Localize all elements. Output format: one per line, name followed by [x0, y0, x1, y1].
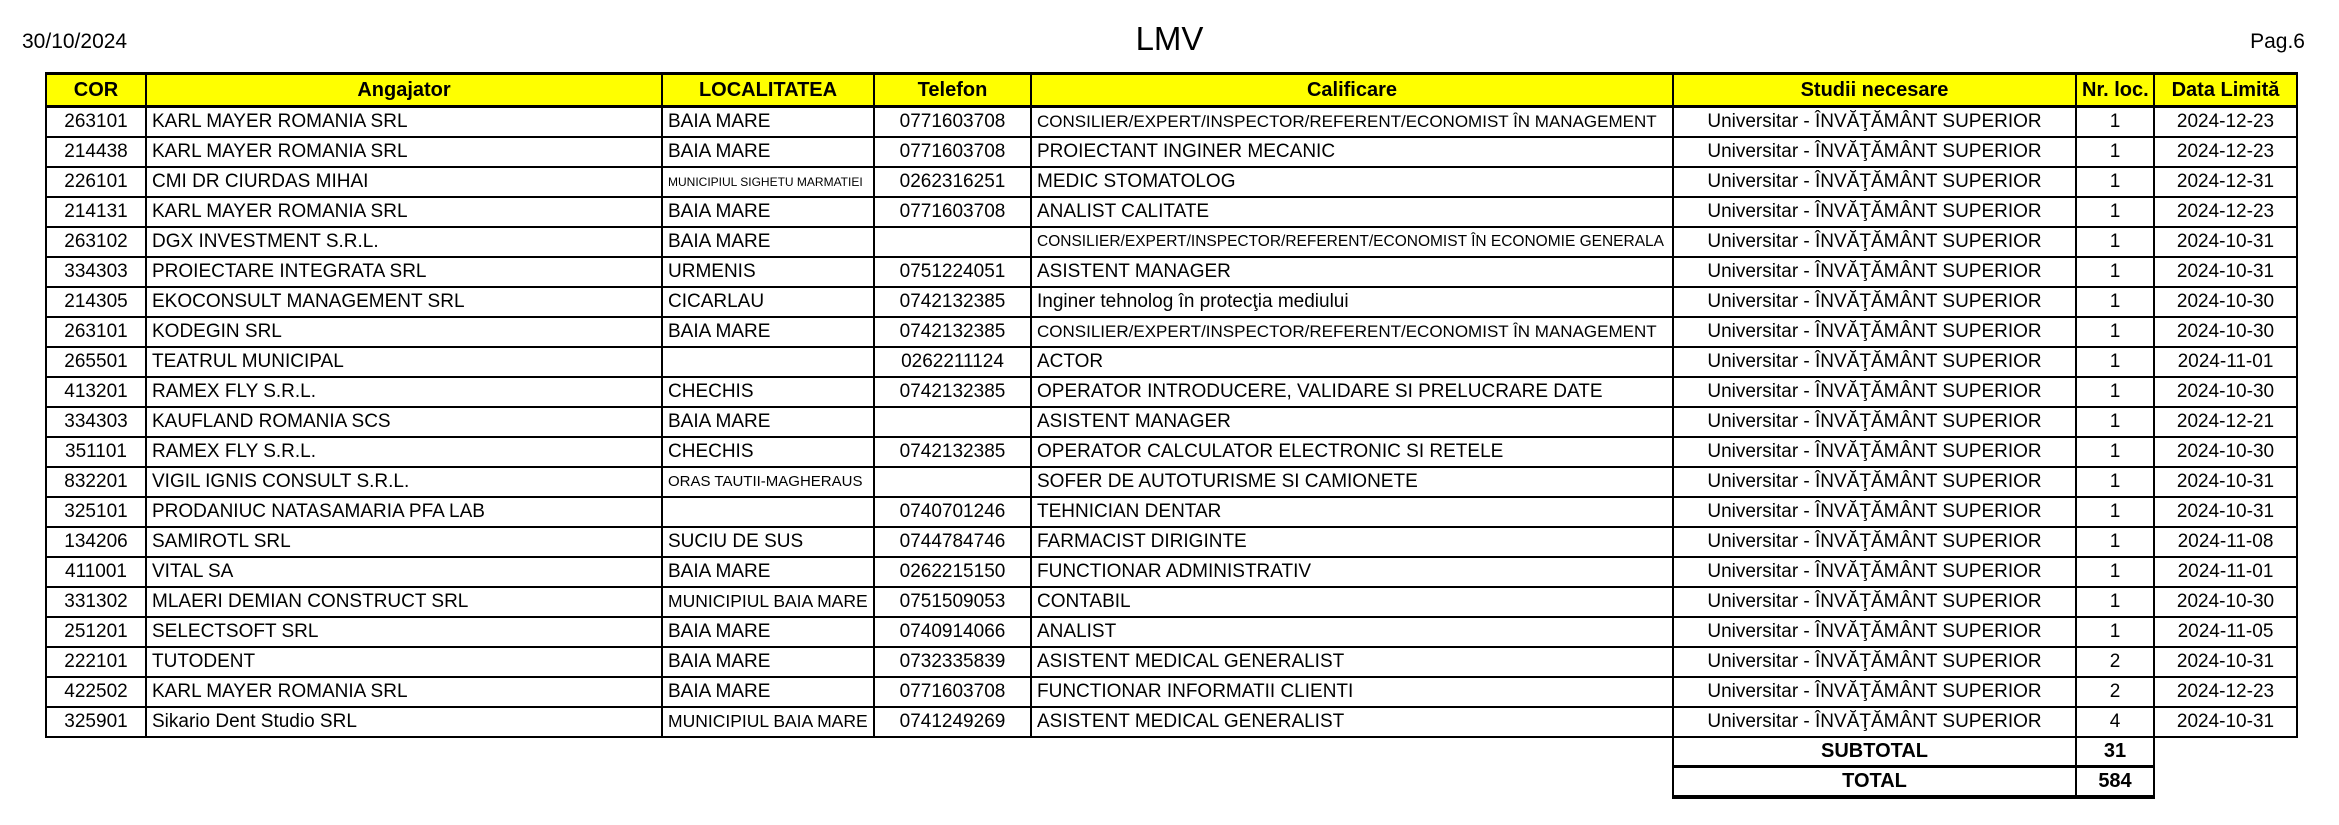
column-header-calificare: Calificare	[1031, 74, 1673, 107]
subtotal-spacer-right	[2154, 737, 2297, 767]
table-row	[46, 677, 2297, 707]
cell-calificare: MEDIC STOMATOLOG	[1031, 167, 1673, 197]
table-row	[46, 257, 2297, 287]
cell-telefon: 0741249269	[874, 707, 1031, 737]
cell-cor: 222101	[46, 647, 146, 677]
cell-data-limita: 2024-10-30	[2154, 287, 2297, 317]
cell-nr-loc: 1	[2076, 137, 2154, 167]
cell-cor: 214305	[46, 287, 146, 317]
table-row	[46, 197, 2297, 227]
table-row	[46, 377, 2297, 407]
cell-localitatea: BAIA MARE	[662, 647, 874, 677]
cell-calificare: ANALIST CALITATE	[1031, 197, 1673, 227]
cell-cor: 422502	[46, 677, 146, 707]
table-row	[46, 407, 2297, 437]
cell-angajator: TEATRUL MUNICIPAL	[146, 347, 662, 377]
cell-telefon	[874, 227, 1031, 257]
cell-studii: Universitar - ÎNVĂŢĂMÂNT SUPERIOR	[1673, 107, 2076, 137]
cell-calificare: CONSILIER/EXPERT/INSPECTOR/REFERENT/ECONOMIST ÎN ECONOMIE GENERALA	[1031, 227, 1673, 257]
cell-studii: Universitar - ÎNVĂŢĂMÂNT SUPERIOR	[1673, 317, 2076, 347]
cell-studii: Universitar - ÎNVĂŢĂMÂNT SUPERIOR	[1673, 527, 2076, 557]
cell-studii: Universitar - ÎNVĂŢĂMÂNT SUPERIOR	[1673, 257, 2076, 287]
cell-nr-loc: 1	[2076, 287, 2154, 317]
cell-studii: Universitar - ÎNVĂŢĂMÂNT SUPERIOR	[1673, 677, 2076, 707]
cell-data-limita: 2024-12-23	[2154, 197, 2297, 227]
cell-calificare: Inginer tehnolog în protecţia mediului	[1031, 287, 1673, 317]
column-header-nr-loc: Nr. loc.	[2076, 74, 2154, 107]
table-row	[46, 557, 2297, 587]
cell-data-limita: 2024-10-30	[2154, 437, 2297, 467]
cell-calificare: TEHNICIAN DENTAR	[1031, 497, 1673, 527]
cell-calificare: CONSILIER/EXPERT/INSPECTOR/REFERENT/ECONOMIST ÎN MANAGEMENT	[1031, 107, 1673, 137]
cell-data-limita: 2024-10-31	[2154, 497, 2297, 527]
cell-calificare: SOFER DE AUTOTURISME SI CAMIONETE	[1031, 467, 1673, 497]
cell-telefon: 0740914066	[874, 617, 1031, 647]
cell-angajator: SAMIROTL SRL	[146, 527, 662, 557]
cell-angajator: RAMEX FLY S.R.L.	[146, 437, 662, 467]
cell-data-limita: 2024-11-01	[2154, 347, 2297, 377]
vacancies-table	[45, 72, 2298, 799]
cell-cor: 265501	[46, 347, 146, 377]
cell-telefon: 0742132385	[874, 437, 1031, 467]
cell-nr-loc: 4	[2076, 707, 2154, 737]
cell-angajator: PROIECTARE INTEGRATA SRL	[146, 257, 662, 287]
cell-telefon: 0742132385	[874, 377, 1031, 407]
cell-calificare: OPERATOR INTRODUCERE, VALIDARE SI PRELUCRARE DATE	[1031, 377, 1673, 407]
cell-localitatea: CICARLAU	[662, 287, 874, 317]
subtotal-value: 31	[2076, 737, 2154, 767]
cell-calificare: ASISTENT MEDICAL GENERALIST	[1031, 707, 1673, 737]
cell-nr-loc: 1	[2076, 587, 2154, 617]
cell-angajator: TUTODENT	[146, 647, 662, 677]
subtotal-label: SUBTOTAL	[1673, 737, 2076, 767]
cell-calificare: CONTABIL	[1031, 587, 1673, 617]
cell-telefon: 0771603708	[874, 197, 1031, 227]
cell-angajator: VIGIL IGNIS CONSULT S.R.L.	[146, 467, 662, 497]
column-header-data-limita: Data Limită	[2154, 74, 2297, 107]
cell-telefon: 0751509053	[874, 587, 1031, 617]
cell-data-limita: 2024-12-23	[2154, 107, 2297, 137]
total-row	[46, 767, 2297, 797]
cell-studii: Universitar - ÎNVĂŢĂMÂNT SUPERIOR	[1673, 437, 2076, 467]
cell-cor: 251201	[46, 617, 146, 647]
cell-telefon: 0262211124	[874, 347, 1031, 377]
cell-data-limita: 2024-10-31	[2154, 467, 2297, 497]
cell-telefon	[874, 407, 1031, 437]
cell-angajator: KARL MAYER ROMANIA SRL	[146, 677, 662, 707]
cell-studii: Universitar - ÎNVĂŢĂMÂNT SUPERIOR	[1673, 617, 2076, 647]
cell-telefon: 0751224051	[874, 257, 1031, 287]
cell-nr-loc: 1	[2076, 497, 2154, 527]
cell-localitatea: MUNICIPIUL SIGHETU MARMATIEI	[662, 167, 874, 197]
cell-studii: Universitar - ÎNVĂŢĂMÂNT SUPERIOR	[1673, 227, 2076, 257]
cell-calificare: ANALIST	[1031, 617, 1673, 647]
table-row	[46, 647, 2297, 677]
cell-studii: Universitar - ÎNVĂŢĂMÂNT SUPERIOR	[1673, 377, 2076, 407]
cell-data-limita: 2024-10-31	[2154, 707, 2297, 737]
cell-data-limita: 2024-10-30	[2154, 317, 2297, 347]
cell-telefon: 0771603708	[874, 137, 1031, 167]
cell-localitatea: BAIA MARE	[662, 677, 874, 707]
cell-angajator: VITAL SA	[146, 557, 662, 587]
cell-nr-loc: 1	[2076, 167, 2154, 197]
cell-nr-loc: 1	[2076, 317, 2154, 347]
cell-localitatea: BAIA MARE	[662, 227, 874, 257]
cell-nr-loc: 1	[2076, 437, 2154, 467]
cell-cor: 351101	[46, 437, 146, 467]
cell-localitatea: CHECHIS	[662, 377, 874, 407]
cell-localitatea	[662, 497, 874, 527]
cell-data-limita: 2024-11-01	[2154, 557, 2297, 587]
cell-angajator: Sikario Dent Studio SRL	[146, 707, 662, 737]
cell-angajator: KARL MAYER ROMANIA SRL	[146, 137, 662, 167]
table-row	[46, 287, 2297, 317]
cell-angajator: KAUFLAND ROMANIA SCS	[146, 407, 662, 437]
total-label: TOTAL	[1673, 767, 2076, 797]
cell-studii: Universitar - ÎNVĂŢĂMÂNT SUPERIOR	[1673, 647, 2076, 677]
cell-cor: 334303	[46, 257, 146, 287]
cell-nr-loc: 1	[2076, 467, 2154, 497]
table-row	[46, 137, 2297, 167]
cell-localitatea: BAIA MARE	[662, 197, 874, 227]
table-row	[46, 107, 2297, 137]
cell-data-limita: 2024-10-31	[2154, 227, 2297, 257]
cell-telefon: 0771603708	[874, 677, 1031, 707]
cell-nr-loc: 1	[2076, 527, 2154, 557]
column-header-telefon: Telefon	[874, 74, 1031, 107]
cell-localitatea: BAIA MARE	[662, 137, 874, 167]
cell-calificare: FUNCTIONAR ADMINISTRATIV	[1031, 557, 1673, 587]
total-value: 584	[2076, 767, 2154, 797]
cell-angajator: KARL MAYER ROMANIA SRL	[146, 197, 662, 227]
cell-telefon: 0771603708	[874, 107, 1031, 137]
cell-calificare: PROIECTANT INGINER MECANIC	[1031, 137, 1673, 167]
cell-cor: 263101	[46, 317, 146, 347]
cell-nr-loc: 1	[2076, 557, 2154, 587]
cell-telefon: 0262316251	[874, 167, 1031, 197]
table-row	[46, 437, 2297, 467]
cell-cor: 331302	[46, 587, 146, 617]
cell-angajator: CMI DR CIURDAS MIHAI	[146, 167, 662, 197]
cell-cor: 325101	[46, 497, 146, 527]
cell-nr-loc: 1	[2076, 257, 2154, 287]
cell-localitatea: ORAS TAUTII-MAGHERAUS	[662, 467, 874, 497]
cell-angajator: RAMEX FLY S.R.L.	[146, 377, 662, 407]
cell-cor: 134206	[46, 527, 146, 557]
cell-nr-loc: 1	[2076, 617, 2154, 647]
cell-data-limita: 2024-12-23	[2154, 137, 2297, 167]
cell-cor: 226101	[46, 167, 146, 197]
cell-localitatea: SUCIU DE SUS	[662, 527, 874, 557]
cell-telefon: 0744784746	[874, 527, 1031, 557]
report-date: 30/10/2024	[22, 30, 128, 53]
cell-data-limita: 2024-10-31	[2154, 257, 2297, 287]
cell-data-limita: 2024-12-31	[2154, 167, 2297, 197]
cell-nr-loc: 1	[2076, 347, 2154, 377]
cell-telefon: 0262215150	[874, 557, 1031, 587]
cell-cor: 214131	[46, 197, 146, 227]
cell-cor: 411001	[46, 557, 146, 587]
column-header-studii-necesare: Studii necesare	[1673, 74, 2076, 107]
cell-localitatea: MUNICIPIUL BAIA MARE	[662, 587, 874, 617]
cell-studii: Universitar - ÎNVĂŢĂMÂNT SUPERIOR	[1673, 167, 2076, 197]
column-header-angajator: Angajator	[146, 74, 662, 107]
cell-studii: Universitar - ÎNVĂŢĂMÂNT SUPERIOR	[1673, 197, 2076, 227]
cell-calificare: FUNCTIONAR INFORMATII CLIENTI	[1031, 677, 1673, 707]
cell-localitatea: BAIA MARE	[662, 317, 874, 347]
cell-nr-loc: 1	[2076, 407, 2154, 437]
cell-cor: 334303	[46, 407, 146, 437]
cell-data-limita: 2024-11-08	[2154, 527, 2297, 557]
page-title: LMV	[1135, 20, 1204, 57]
cell-angajator: DGX INVESTMENT S.R.L.	[146, 227, 662, 257]
total-spacer-right	[2154, 767, 2297, 797]
cell-localitatea: BAIA MARE	[662, 407, 874, 437]
cell-data-limita: 2024-10-30	[2154, 587, 2297, 617]
cell-studii: Universitar - ÎNVĂŢĂMÂNT SUPERIOR	[1673, 467, 2076, 497]
cell-calificare: ASISTENT MANAGER	[1031, 257, 1673, 287]
cell-angajator: KARL MAYER ROMANIA SRL	[146, 107, 662, 137]
table-row	[46, 467, 2297, 497]
cell-telefon: 0742132385	[874, 287, 1031, 317]
cell-telefon: 0742132385	[874, 317, 1031, 347]
cell-localitatea: BAIA MARE	[662, 617, 874, 647]
table-row	[46, 347, 2297, 377]
subtotal-row	[46, 737, 2297, 767]
cell-telefon: 0740701246	[874, 497, 1031, 527]
cell-nr-loc: 2	[2076, 647, 2154, 677]
table-row	[46, 587, 2297, 617]
table-row	[46, 317, 2297, 347]
cell-angajator: SELECTSOFT SRL	[146, 617, 662, 647]
cell-calificare: ASISTENT MANAGER	[1031, 407, 1673, 437]
page-header	[0, 0, 2339, 72]
cell-calificare: ACTOR	[1031, 347, 1673, 377]
cell-cor: 413201	[46, 377, 146, 407]
table-row	[46, 617, 2297, 647]
cell-data-limita: 2024-10-30	[2154, 377, 2297, 407]
cell-data-limita: 2024-11-05	[2154, 617, 2297, 647]
column-header-cor: COR	[46, 74, 146, 107]
cell-studii: Universitar - ÎNVĂŢĂMÂNT SUPERIOR	[1673, 137, 2076, 167]
cell-nr-loc: 1	[2076, 377, 2154, 407]
table-row	[46, 227, 2297, 257]
cell-nr-loc: 1	[2076, 227, 2154, 257]
cell-calificare: FARMACIST DIRIGINTE	[1031, 527, 1673, 557]
table-header-row	[46, 74, 2297, 107]
cell-data-limita: 2024-12-23	[2154, 677, 2297, 707]
cell-cor: 832201	[46, 467, 146, 497]
cell-cor: 325901	[46, 707, 146, 737]
cell-data-limita: 2024-12-21	[2154, 407, 2297, 437]
cell-localitatea: BAIA MARE	[662, 107, 874, 137]
cell-studii: Universitar - ÎNVĂŢĂMÂNT SUPERIOR	[1673, 287, 2076, 317]
cell-studii: Universitar - ÎNVĂŢĂMÂNT SUPERIOR	[1673, 407, 2076, 437]
cell-nr-loc: 1	[2076, 197, 2154, 227]
cell-localitatea: BAIA MARE	[662, 557, 874, 587]
table-row	[46, 167, 2297, 197]
cell-localitatea: URMENIS	[662, 257, 874, 287]
cell-angajator: KODEGIN SRL	[146, 317, 662, 347]
column-header-localitatea: LOCALITATEA	[662, 74, 874, 107]
table-row	[46, 527, 2297, 557]
cell-cor: 263101	[46, 107, 146, 137]
cell-cor: 263102	[46, 227, 146, 257]
cell-calificare: ASISTENT MEDICAL GENERALIST	[1031, 647, 1673, 677]
cell-angajator: EKOCONSULT MANAGEMENT SRL	[146, 287, 662, 317]
cell-data-limita: 2024-10-31	[2154, 647, 2297, 677]
cell-telefon	[874, 467, 1031, 497]
cell-nr-loc: 2	[2076, 677, 2154, 707]
cell-telefon: 0732335839	[874, 647, 1031, 677]
cell-localitatea: CHECHIS	[662, 437, 874, 467]
cell-angajator: PRODANIUC NATASAMARIA PFA LAB	[146, 497, 662, 527]
page-number: Pag.6	[2250, 30, 2305, 53]
table-row	[46, 707, 2297, 737]
cell-studii: Universitar - ÎNVĂŢĂMÂNT SUPERIOR	[1673, 497, 2076, 527]
cell-studii: Universitar - ÎNVĂŢĂMÂNT SUPERIOR	[1673, 707, 2076, 737]
cell-angajator: MLAERI DEMIAN CONSTRUCT SRL	[146, 587, 662, 617]
cell-localitatea: MUNICIPIUL BAIA MARE	[662, 707, 874, 737]
cell-studii: Universitar - ÎNVĂŢĂMÂNT SUPERIOR	[1673, 347, 2076, 377]
cell-nr-loc: 1	[2076, 107, 2154, 137]
cell-calificare: CONSILIER/EXPERT/INSPECTOR/REFERENT/ECONOMIST ÎN MANAGEMENT	[1031, 317, 1673, 347]
cell-localitatea	[662, 347, 874, 377]
cell-cor: 214438	[46, 137, 146, 167]
cell-studii: Universitar - ÎNVĂŢĂMÂNT SUPERIOR	[1673, 557, 2076, 587]
table-row	[46, 497, 2297, 527]
total-spacer	[46, 767, 1673, 797]
cell-studii: Universitar - ÎNVĂŢĂMÂNT SUPERIOR	[1673, 587, 2076, 617]
subtotal-spacer	[46, 737, 1673, 767]
cell-calificare: OPERATOR CALCULATOR ELECTRONIC SI RETELE	[1031, 437, 1673, 467]
